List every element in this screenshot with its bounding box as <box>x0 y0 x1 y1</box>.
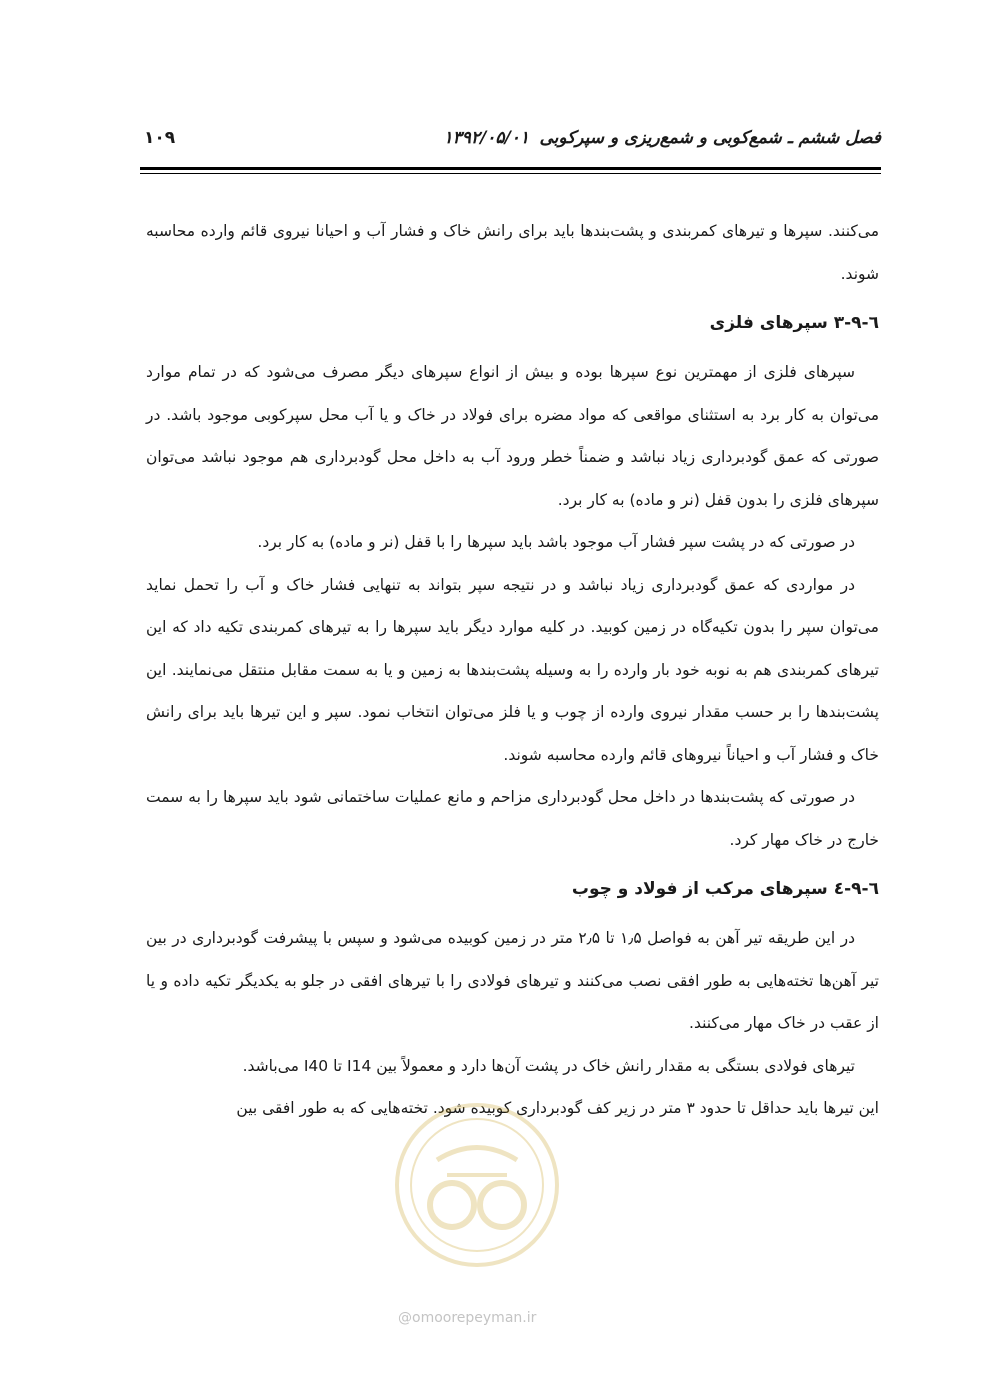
page-header <box>140 128 881 162</box>
body-paragraph: در صورتی که در پشت سپر فشار آب موجود باشد باید سپرها را با قفل (نر و ماده) به کار برد. <box>257 533 855 551</box>
section-heading-metal-sheet-piles: ٦-٩-٣ سپرهای فلزی <box>709 313 879 333</box>
body-paragraph: این تیرها باید حداقل تا حدود ۳ متر در زیر کف گودبرداری کوبیده شود. تخته‌هایی که به طور افقی بین <box>236 1099 879 1117</box>
watermark-text: @omoorepeyman.ir <box>398 1310 537 1326</box>
section-heading-composite-sheet-piles: ٦-٩-٤ سپرهای مرکب از فولاد و چوب <box>571 879 879 899</box>
page-body <box>146 210 879 1130</box>
watermark-logo-icon <box>392 1100 562 1270</box>
header-divider <box>140 167 881 175</box>
page-number: ۱۰۹ <box>144 128 176 148</box>
chapter-title: فصل ششم ـ شمع‌کوبی و شمع‌ریزی و سپرکوبی <box>539 128 881 148</box>
body-paragraph: در مواردی که عمق گودبرداری زیاد نباشد و در نتیجه سپر بتواند به تنهایی فشار خاک و آب را تحمل نماید می‌توان سپر را بدون تکیه‌گاه در زمین کوبید. در کلیه موارد دیگر باید سپرها را به تیرهای کمربندی تکیه داد که این تیرهای کمربندی هم به نوبه خود بار وارده را به وسیله پشت‌بندها به زمین و یا به سمت مقابل منتقل می‌نمایند. این پشت‌بندها را بر حسب مقدار نیروی وارده از چوب و یا فلز می‌توان انتخاب نمود. سپر و این تیرها باید برای رانش خاک و فشار آب و احیاناً نیروهای قائم وارده محاسبه شوند. <box>146 575 879 764</box>
body-paragraph: سپرهای فلزی از مهمترین نوع سپرها بوده و بیش از انواع سپرهای دیگر مصرف می‌شود که در تمام موارد می‌توان به کار برد به استثنای مواقعی که مواد مضره برای فولاد در خاک و یا آب محل سپرکوبی موجود باشد. در صورتی که عمق گودبرداری زیاد نباشد و ضمناً خطر ورود آب به داخل محل گودبرداری هم موجود نباشد می‌توان سپرهای فلزی را بدون قفل (نر و ماده) به کار برد. <box>146 363 879 509</box>
header-date: ۱۳۹۲/۰۵/۰۱ <box>443 128 529 148</box>
body-paragraph: در صورتی که پشت‌بندها در داخل محل گودبرداری مزاحم و مانع عملیات ساختمانی شود باید سپرها را به سمت خارج در خاک مهار کرد. <box>146 788 879 849</box>
intro-paragraph: می‌کنند. سپرها و تیرهای کمربندی و پشت‌بندها باید برای رانش خاک و فشار آب و احیانا نیروی قائم وارده محاسبه شوند. <box>146 222 879 283</box>
body-paragraph: تیرهای فولادی بستگی به مقدار رانش خاک در پشت آن‌ها دارد و معمولاً بین I14 تا I40 می‌باشد. <box>242 1056 855 1075</box>
body-paragraph: در این طریقه تیر آهن به فواصل ۱٫۵ تا ۲٫۵ متر در زمین کوبیده می‌شود و سپس با پیشرفت گودبرداری در بین تیر آهن‌ها تخته‌هایی به طور افقی نصب می‌کنند و تیرهای فولادی را با تیرهای افقی در جلو به یکدیگر تکیه داده و یا از عقب در خاک مهار می‌کنند. <box>146 929 879 1032</box>
